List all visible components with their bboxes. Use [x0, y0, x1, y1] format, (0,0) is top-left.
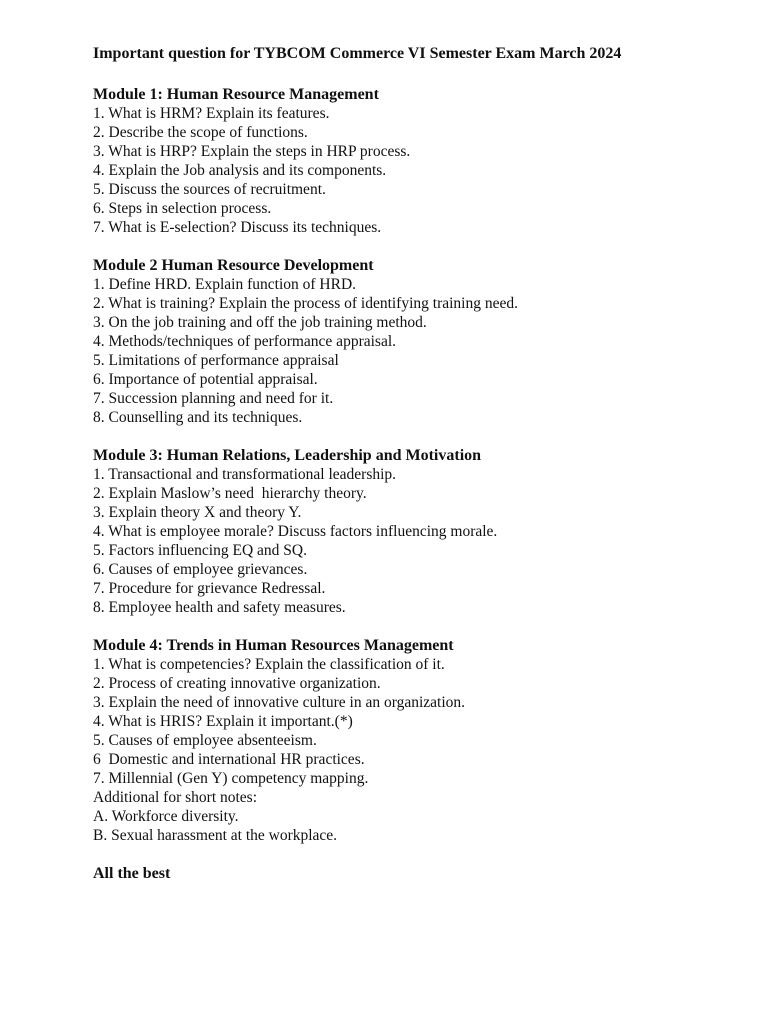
question-item: 1. Transactional and transformational leadership.: [93, 466, 397, 483]
question-item: 2. What is training? Explain the process of identifying training need.: [93, 295, 518, 312]
question-item: 4. Explain the Job analysis and its components.: [93, 162, 387, 179]
question-item: 6. Importance of potential appraisal.: [93, 371, 318, 388]
module-1-section: [93, 85, 743, 237]
question-item: 6. Steps in selection process.: [93, 200, 272, 217]
question-item: 3. What is HRP? Explain the steps in HRP process.: [93, 143, 411, 160]
question-item: 1. Define HRD. Explain function of HRD.: [93, 276, 357, 293]
module-heading: Module 2 Human Resource Development: [93, 257, 374, 274]
question-item: 4. What is employee morale? Discuss factors influencing morale.: [93, 523, 498, 540]
question-item: 2. Explain Maslow’s need hierarchy theory.: [93, 485, 367, 502]
question-item: 5. Limitations of performance appraisal: [93, 352, 339, 369]
question-item: 3. Explain the need of innovative culture in an organization.: [93, 694, 466, 711]
question-item: 2. Process of creating innovative organization.: [93, 675, 381, 692]
question-item: 6. Causes of employee grievances.: [93, 561, 308, 578]
question-item: 7. What is E-selection? Discuss its techniques.: [93, 219, 382, 236]
module-heading: Module 1: Human Resource Management: [93, 86, 379, 103]
question-item: 6 Domestic and international HR practices.: [93, 751, 365, 768]
question-item: 2. Describe the scope of functions.: [93, 124, 308, 141]
short-note-item: B. Sexual harassment at the workplace.: [93, 827, 338, 844]
short-note-item: A. Workforce diversity.: [93, 808, 239, 825]
module-4-section: [93, 636, 743, 845]
question-item: 5. Factors influencing EQ and SQ.: [93, 542, 307, 559]
question-item: 4. Methods/techniques of performance appraisal.: [93, 333, 397, 350]
question-item: 1. What is HRM? Explain its features.: [93, 105, 330, 122]
document-title: Important question for TYBCOM Commerce VI Semester Exam March 2024: [93, 45, 622, 62]
short-notes-label: Additional for short notes:: [93, 789, 258, 806]
document-page: [93, 42, 743, 883]
module-heading: Module 4: Trends in Human Resources Management: [93, 637, 454, 654]
question-item: 5. Discuss the sources of recruitment.: [93, 181, 326, 198]
closing-note: All the best: [93, 865, 171, 882]
module-3-section: [93, 446, 743, 617]
question-item: 3. Explain theory X and theory Y.: [93, 504, 302, 521]
question-item: 3. On the job training and off the job training method.: [93, 314, 427, 331]
question-item: 8. Counselling and its techniques.: [93, 409, 303, 426]
module-2-section: [93, 256, 743, 427]
module-heading: Module 3: Human Relations, Leadership and Motivation: [93, 447, 482, 464]
question-item: 7. Millennial (Gen Y) competency mapping.: [93, 770, 369, 787]
question-item: 4. What is HRIS? Explain it important.(*): [93, 713, 353, 730]
question-item: 7. Succession planning and need for it.: [93, 390, 334, 407]
question-item: 8. Employee health and safety measures.: [93, 599, 346, 616]
question-item: 5. Causes of employee absenteeism.: [93, 732, 317, 749]
question-item: 7. Procedure for grievance Redressal.: [93, 580, 326, 597]
question-item: 1. What is competencies? Explain the classification of it.: [93, 656, 445, 673]
